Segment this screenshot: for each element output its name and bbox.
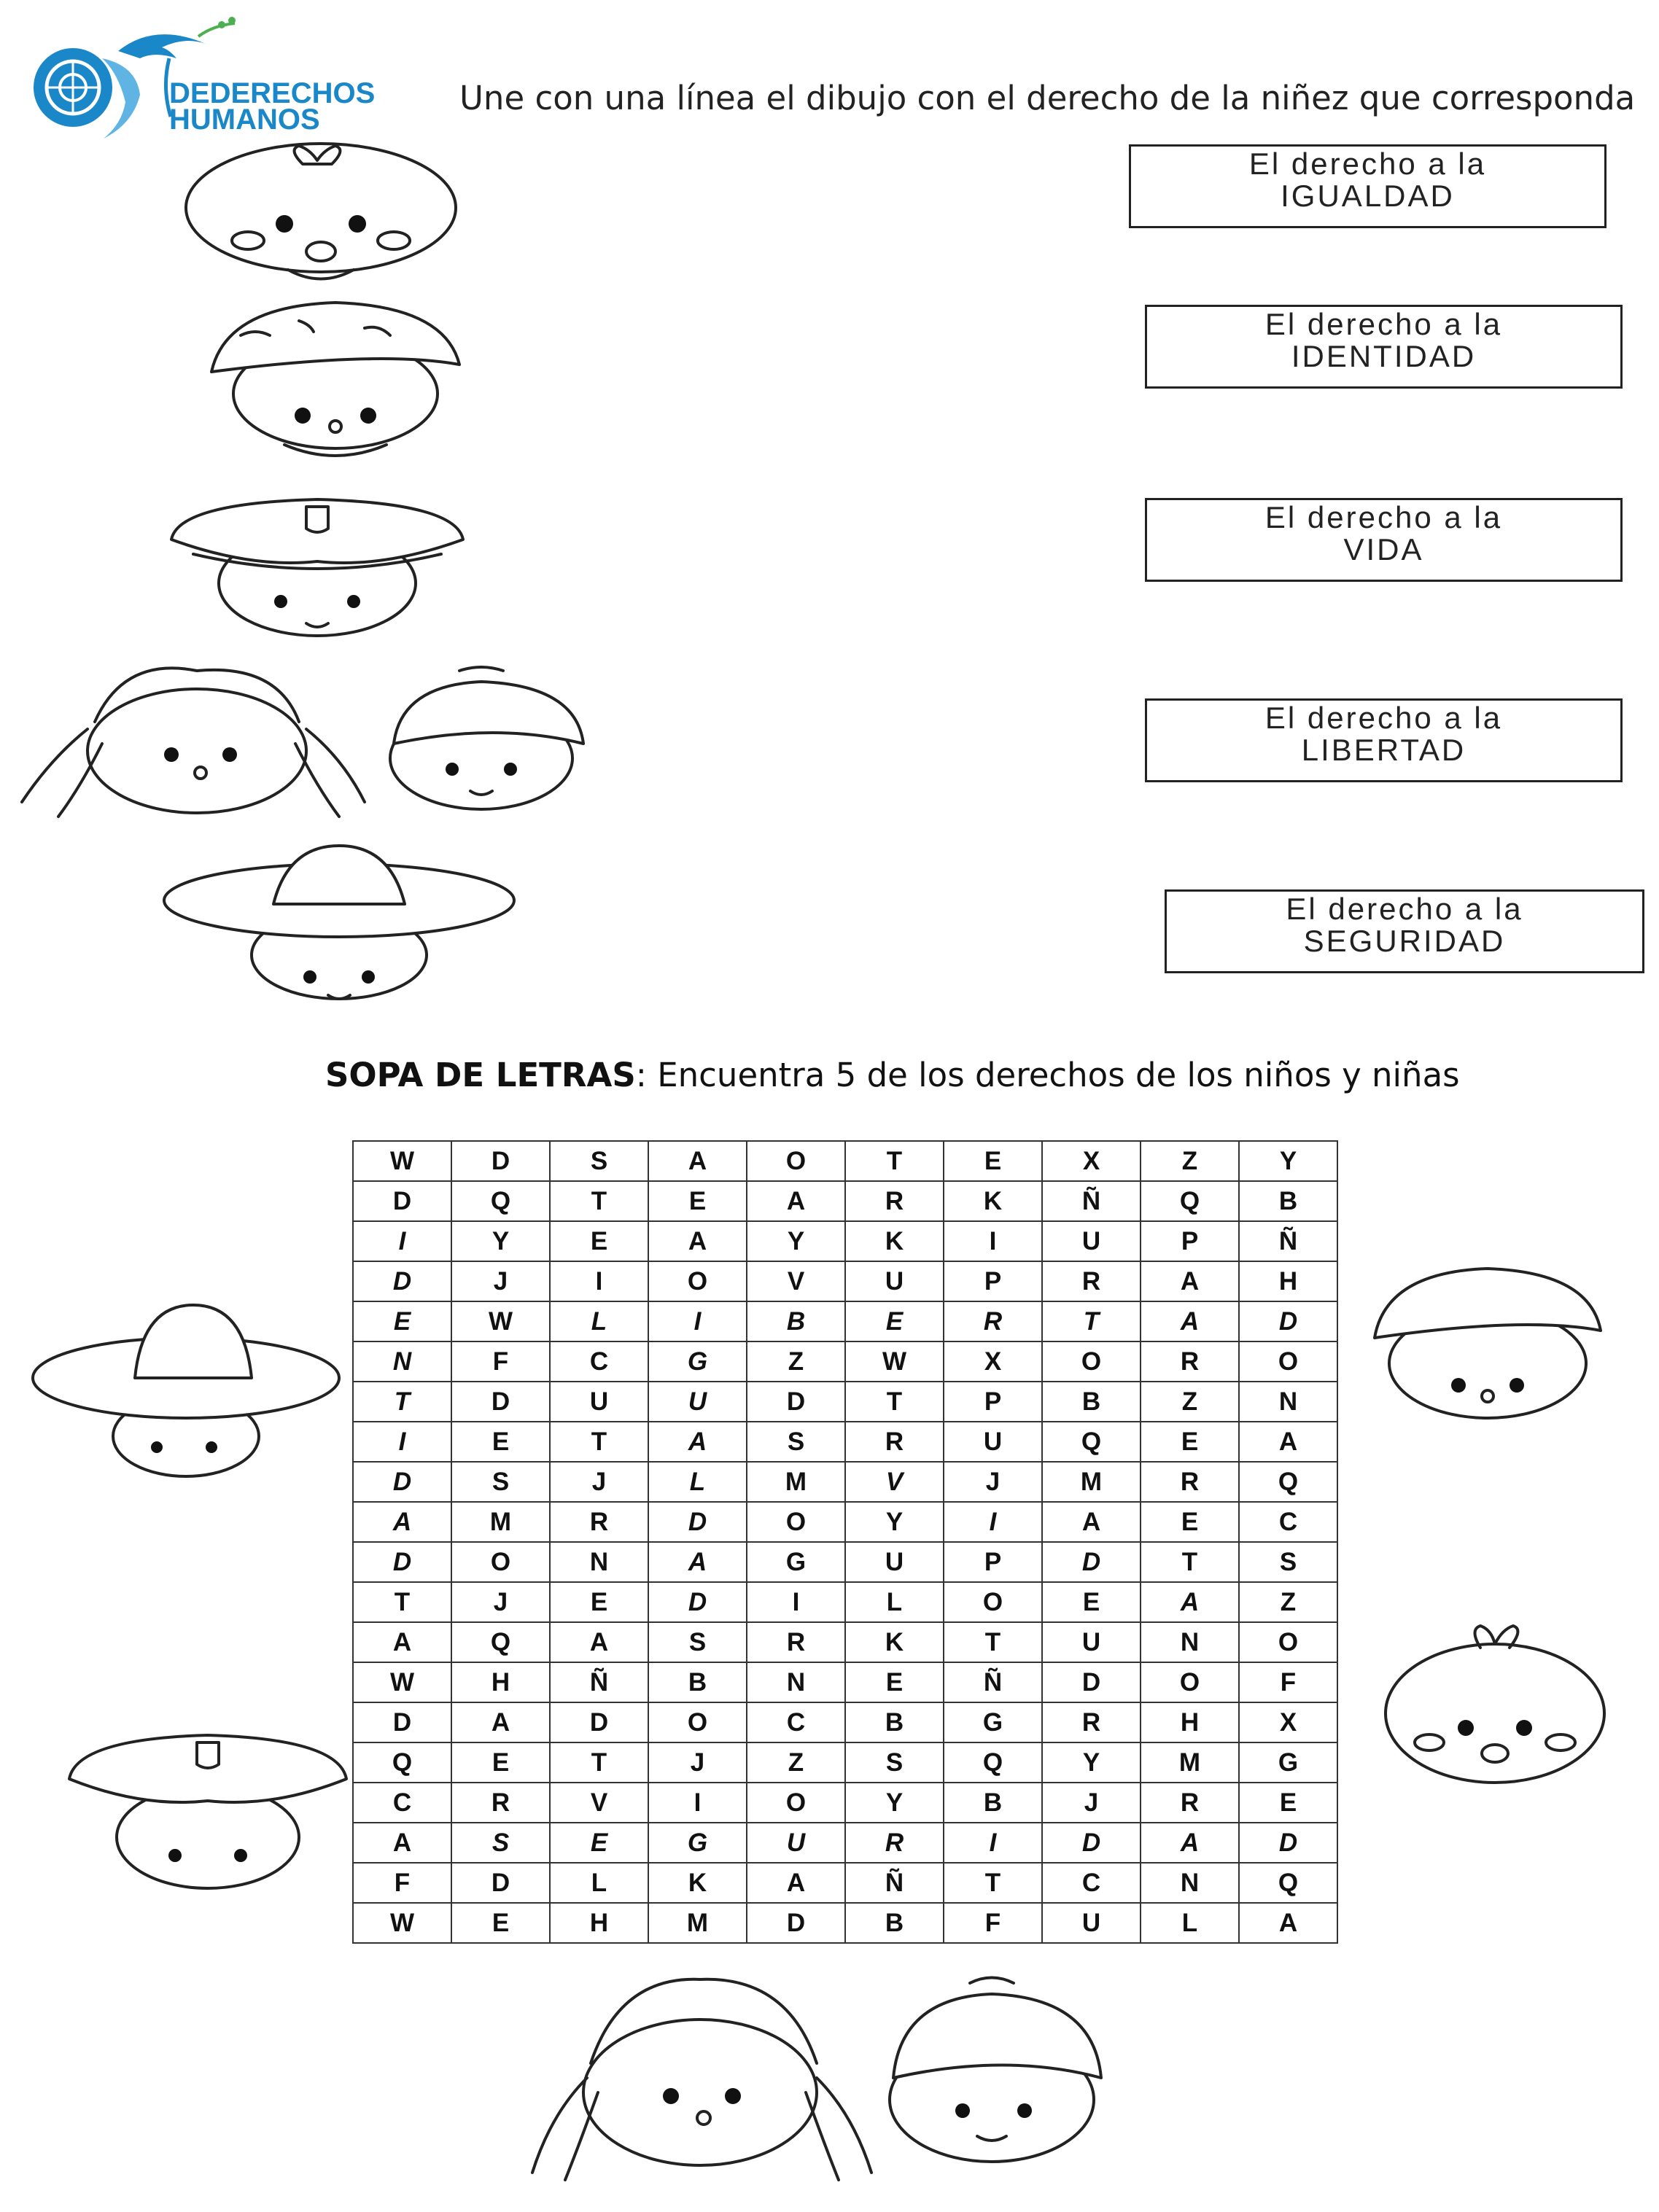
grid-cell[interactable]: X [1042, 1141, 1141, 1181]
grid-cell[interactable]: I [944, 1823, 1042, 1863]
grid-cell[interactable]: M [1141, 1742, 1239, 1783]
grid-cell[interactable]: Z [747, 1742, 845, 1783]
grid-row [353, 1341, 1337, 1382]
grid-row [353, 1382, 1337, 1422]
grid-cell[interactable]: Ñ [1042, 1181, 1141, 1221]
grid-cell[interactable]: U [648, 1382, 747, 1422]
grid-cell[interactable]: O [747, 1502, 845, 1542]
grid-cell[interactable]: M [648, 1903, 747, 1943]
grid-cell[interactable]: O [1239, 1622, 1337, 1662]
grid-cell[interactable]: N [550, 1542, 648, 1582]
baby-face-illustration [168, 142, 474, 288]
grid-cell[interactable]: D [1239, 1301, 1337, 1341]
grid-cell[interactable]: P [944, 1382, 1042, 1422]
grid-cell[interactable]: A [1042, 1502, 1141, 1542]
grid-cell[interactable]: D [1042, 1542, 1141, 1582]
grid-cell[interactable]: Z [1141, 1382, 1239, 1422]
grid-cell[interactable]: Ñ [1239, 1221, 1337, 1261]
grid-cell[interactable]: D [747, 1903, 845, 1943]
grid-cell[interactable]: E [944, 1141, 1042, 1181]
grid-cell[interactable]: T [1141, 1542, 1239, 1582]
grid-cell[interactable]: Ñ [550, 1662, 648, 1702]
grid-cell[interactable]: A [1141, 1823, 1239, 1863]
grid-cell[interactable]: D [451, 1141, 550, 1181]
grid-cell[interactable]: R [1141, 1783, 1239, 1823]
grid-cell[interactable]: N [1141, 1622, 1239, 1662]
right-name: SEGURIDAD [1303, 924, 1506, 958]
grid-cell[interactable]: Q [451, 1181, 550, 1221]
grid-cell[interactable]: I [747, 1582, 845, 1622]
grid-cell[interactable]: I [353, 1422, 451, 1462]
grid-cell[interactable]: Y [1042, 1742, 1141, 1783]
grid-cell[interactable]: A [1141, 1582, 1239, 1622]
grid-cell[interactable]: Y [747, 1221, 845, 1261]
grid-row [353, 1141, 1337, 1181]
grid-cell[interactable]: T [353, 1582, 451, 1622]
grid-row [353, 1903, 1337, 1943]
grid-cell[interactable]: Z [1141, 1141, 1239, 1181]
grid-cell[interactable]: L [648, 1462, 747, 1502]
grid-cell[interactable]: V [550, 1783, 648, 1823]
grid-cell[interactable]: A [353, 1823, 451, 1863]
grid-cell[interactable]: A [451, 1702, 550, 1742]
grid-cell[interactable]: I [944, 1221, 1042, 1261]
grid-cell[interactable]: B [747, 1301, 845, 1341]
grid-row [353, 1622, 1337, 1662]
grid-cell[interactable]: O [747, 1141, 845, 1181]
right-prefix: El derecho a la [1264, 500, 1503, 534]
grid-row [353, 1422, 1337, 1462]
grid-cell[interactable]: D [1042, 1662, 1141, 1702]
grid-cell[interactable]: I [648, 1783, 747, 1823]
grid-cell[interactable]: F [944, 1903, 1042, 1943]
grid-cell[interactable]: J [1042, 1783, 1141, 1823]
grid-cell[interactable]: Y [1239, 1141, 1337, 1181]
grid-cell[interactable]: W [353, 1141, 451, 1181]
grid-cell[interactable]: Ñ [944, 1662, 1042, 1702]
right-box-seguridad [1165, 889, 1644, 973]
grid-cell[interactable]: I [648, 1301, 747, 1341]
grid-cell[interactable]: L [845, 1582, 944, 1622]
grid-cell[interactable]: O [1042, 1341, 1141, 1382]
instruction-text: Une con una línea el dibujo con el derecho de la niñez que corresponda [459, 79, 1636, 117]
logo-line-1: DEDERECHOS [169, 77, 376, 109]
grid-cell[interactable]: J [451, 1582, 550, 1622]
grid-cell[interactable]: E [1239, 1783, 1337, 1823]
grid-cell[interactable]: I [550, 1261, 648, 1301]
grid-cell[interactable]: R [451, 1783, 550, 1823]
grid-cell[interactable]: M [451, 1502, 550, 1542]
grid-cell[interactable]: D [353, 1181, 451, 1221]
grid-cell[interactable]: E [845, 1662, 944, 1702]
grid-cell[interactable]: R [944, 1301, 1042, 1341]
grid-cell[interactable]: T [845, 1141, 944, 1181]
grid-cell[interactable]: H [1239, 1261, 1337, 1301]
police-face-illustration-left [62, 1721, 354, 1896]
grid-row [353, 1462, 1337, 1502]
grid-cell[interactable]: D [451, 1382, 550, 1422]
word-search-grid [352, 1140, 1338, 1944]
grid-cell[interactable]: G [648, 1341, 747, 1382]
grid-cell[interactable]: U [1042, 1622, 1141, 1662]
right-prefix: El derecho a la [1286, 892, 1523, 926]
grid-cell[interactable]: T [1042, 1301, 1141, 1341]
grid-cell[interactable]: J [550, 1462, 648, 1502]
grid-cell[interactable]: U [944, 1422, 1042, 1462]
grid-cell[interactable]: I [944, 1502, 1042, 1542]
grid-row [353, 1301, 1337, 1341]
grid-cell[interactable]: N [1141, 1863, 1239, 1903]
grid-cell[interactable]: B [648, 1662, 747, 1702]
sopa-heading [325, 1056, 1460, 1094]
grid-cell[interactable]: L [550, 1863, 648, 1903]
grid-cell[interactable]: S [451, 1823, 550, 1863]
grid-cell[interactable]: S [550, 1141, 648, 1181]
girl-and-boy-illustration-bottom [525, 1968, 1152, 2195]
grid-cell[interactable]: T [550, 1181, 648, 1221]
grid-cell[interactable]: Q [353, 1742, 451, 1783]
girl-and-boy-illustration [15, 663, 627, 831]
grid-cell[interactable]: E [353, 1301, 451, 1341]
grid-cell[interactable]: A [353, 1502, 451, 1542]
grid-cell[interactable]: S [648, 1622, 747, 1662]
grid-cell[interactable]: D [353, 1542, 451, 1582]
grid-cell[interactable]: E [1042, 1582, 1141, 1622]
grid-cell[interactable]: K [944, 1181, 1042, 1221]
grid-cell[interactable]: C [1042, 1863, 1141, 1903]
grid-cell[interactable]: G [747, 1542, 845, 1582]
right-prefix: El derecho a la [1264, 307, 1503, 341]
sopa-title-bold: SOPA DE LETRAS [325, 1056, 636, 1094]
grid-cell[interactable]: M [747, 1462, 845, 1502]
grid-cell[interactable]: F [353, 1863, 451, 1903]
grid-cell[interactable]: O [648, 1261, 747, 1301]
grid-cell[interactable]: S [1239, 1542, 1337, 1582]
grid-cell[interactable]: R [845, 1422, 944, 1462]
grid-cell[interactable]: Y [451, 1221, 550, 1261]
grid-cell[interactable]: Q [1239, 1462, 1337, 1502]
grid-cell[interactable]: A [648, 1141, 747, 1181]
grid-cell[interactable]: H [550, 1903, 648, 1943]
grid-cell[interactable]: S [747, 1422, 845, 1462]
grid-cell[interactable]: B [1239, 1181, 1337, 1221]
grid-cell[interactable]: P [944, 1261, 1042, 1301]
grid-cell[interactable]: B [845, 1903, 944, 1943]
grid-cell[interactable]: N [353, 1341, 451, 1382]
right-box-igualdad [1129, 144, 1606, 228]
grid-cell[interactable]: T [944, 1863, 1042, 1903]
grid-cell[interactable]: L [550, 1301, 648, 1341]
grid-cell[interactable]: C [353, 1783, 451, 1823]
grid-cell[interactable]: Q [1239, 1863, 1337, 1903]
grid-cell[interactable]: N [747, 1662, 845, 1702]
grid-cell[interactable]: A [353, 1622, 451, 1662]
grid-cell[interactable]: J [648, 1742, 747, 1783]
grid-cell[interactable]: F [1239, 1662, 1337, 1702]
grid-cell[interactable]: U [1042, 1221, 1141, 1261]
grid-cell[interactable]: R [550, 1502, 648, 1542]
grid-cell[interactable]: X [944, 1341, 1042, 1382]
grid-cell[interactable]: W [353, 1903, 451, 1943]
grid-cell[interactable]: D [353, 1261, 451, 1301]
grid-cell[interactable]: A [1141, 1301, 1239, 1341]
grid-row [353, 1181, 1337, 1221]
grid-cell[interactable]: A [648, 1422, 747, 1462]
grid-cell[interactable]: U [845, 1542, 944, 1582]
grid-cell[interactable]: A [1239, 1422, 1337, 1462]
grid-cell[interactable]: S [845, 1742, 944, 1783]
grid-cell[interactable]: G [1239, 1742, 1337, 1783]
grid-cell[interactable]: E [1141, 1502, 1239, 1542]
sombrero-face-illustration-left [26, 1290, 346, 1480]
grid-cell[interactable]: K [845, 1622, 944, 1662]
grid-cell[interactable]: E [648, 1181, 747, 1221]
grid-cell[interactable]: B [845, 1702, 944, 1742]
grid-cell[interactable]: Y [845, 1502, 944, 1542]
grid-row [353, 1542, 1337, 1582]
grid-cell[interactable]: G [944, 1702, 1042, 1742]
grid-cell[interactable]: R [1141, 1462, 1239, 1502]
grid-cell[interactable]: A [1239, 1903, 1337, 1943]
grid-cell[interactable]: A [747, 1863, 845, 1903]
grid-cell[interactable]: J [451, 1261, 550, 1301]
police-face-illustration [164, 488, 470, 642]
grid-cell[interactable]: H [451, 1662, 550, 1702]
grid-cell[interactable]: T [845, 1382, 944, 1422]
grid-cell[interactable]: V [845, 1462, 944, 1502]
grid-cell[interactable]: D [648, 1502, 747, 1542]
grid-cell[interactable]: Y [845, 1783, 944, 1823]
grid-row [353, 1662, 1337, 1702]
grid-cell[interactable]: D [648, 1582, 747, 1622]
right-name: IGUALDAD [1281, 179, 1455, 213]
grid-cell[interactable]: G [648, 1823, 747, 1863]
grid-cell[interactable]: D [451, 1863, 550, 1903]
grid-cell[interactable]: A [648, 1542, 747, 1582]
grid-cell[interactable]: N [1239, 1382, 1337, 1422]
grid-cell[interactable]: D [747, 1382, 845, 1422]
grid-cell[interactable]: T [550, 1422, 648, 1462]
grid-cell[interactable]: C [1239, 1502, 1337, 1542]
logo-wordmark [169, 77, 376, 136]
grid-cell[interactable]: H [1141, 1702, 1239, 1742]
grid-cell[interactable]: D [1042, 1823, 1141, 1863]
right-name: IDENTIDAD [1291, 339, 1477, 373]
grid-row [353, 1823, 1337, 1863]
grid-row [353, 1261, 1337, 1301]
grid-cell[interactable]: V [747, 1261, 845, 1301]
grid-cell[interactable]: M [1042, 1462, 1141, 1502]
grid-cell[interactable]: A [747, 1181, 845, 1221]
grid-cell[interactable]: P [944, 1542, 1042, 1582]
sopa-title-rest: : Encuentra 5 de los derechos de los niños y niñas [635, 1056, 1460, 1094]
grid-cell[interactable]: E [1141, 1422, 1239, 1462]
grid-cell[interactable]: C [747, 1702, 845, 1742]
grid-cell[interactable]: E [845, 1301, 944, 1341]
grid-cell[interactable]: D [353, 1702, 451, 1742]
grid-cell[interactable]: A [1141, 1261, 1239, 1301]
right-box-vida [1145, 498, 1623, 582]
grid-cell[interactable]: Q [1141, 1181, 1239, 1221]
grid-cell[interactable]: A [550, 1622, 648, 1662]
grid-cell[interactable]: F [451, 1341, 550, 1382]
grid-cell[interactable]: K [845, 1221, 944, 1261]
grid-cell[interactable]: O [1239, 1341, 1337, 1382]
grid-cell[interactable]: R [1141, 1341, 1239, 1382]
right-name: LIBERTAD [1301, 733, 1466, 767]
grid-cell[interactable]: U [845, 1261, 944, 1301]
grid-cell[interactable]: B [1042, 1382, 1141, 1422]
grid-row [353, 1582, 1337, 1622]
grid-cell[interactable]: D [550, 1702, 648, 1742]
grid-cell[interactable]: T [550, 1742, 648, 1783]
right-box-identidad [1145, 305, 1623, 389]
right-box-libertad [1145, 698, 1623, 782]
grid-cell[interactable]: W [353, 1662, 451, 1702]
grid-cell[interactable]: B [944, 1783, 1042, 1823]
right-prefix: El derecho a la [1248, 147, 1487, 181]
grid-cell[interactable]: J [944, 1462, 1042, 1502]
grid-cell[interactable]: D [353, 1462, 451, 1502]
grid-cell[interactable]: U [747, 1823, 845, 1863]
grid-cell[interactable]: O [648, 1702, 747, 1742]
grid-cell[interactable]: Z [1239, 1582, 1337, 1622]
grid-cell[interactable]: W [845, 1341, 944, 1382]
grid-cell[interactable]: R [1042, 1702, 1141, 1742]
grid-row [353, 1502, 1337, 1542]
logo-line-2: HUMANOS [169, 104, 320, 136]
grid-row [353, 1742, 1337, 1783]
grid-cell[interactable]: I [353, 1221, 451, 1261]
grid-cell[interactable]: E [451, 1742, 550, 1783]
grid-cell[interactable]: Q [1042, 1422, 1141, 1462]
grid-cell[interactable]: E [550, 1823, 648, 1863]
grid-cell[interactable]: U [550, 1382, 648, 1422]
grid-cell[interactable]: O [944, 1582, 1042, 1622]
grid-cell[interactable]: E [550, 1582, 648, 1622]
grid-cell[interactable]: L [1141, 1903, 1239, 1943]
grid-cell[interactable]: E [550, 1221, 648, 1261]
grid-cell[interactable]: C [550, 1341, 648, 1382]
grid-row [353, 1702, 1337, 1742]
boy-cap-face-illustration [197, 292, 474, 459]
grid-cell[interactable]: Q [944, 1742, 1042, 1783]
grid-cell[interactable]: O [747, 1783, 845, 1823]
grid-cell[interactable]: P [1141, 1221, 1239, 1261]
grid-cell[interactable]: T [353, 1382, 451, 1422]
boy-cap-face-illustration-right [1364, 1258, 1612, 1425]
grid-cell[interactable]: K [648, 1863, 747, 1903]
grid-row [353, 1863, 1337, 1903]
grid-cell[interactable]: T [944, 1622, 1042, 1662]
grid-cell[interactable]: R [1042, 1261, 1141, 1301]
grid-cell[interactable]: R [845, 1181, 944, 1221]
sombrero-face-illustration [157, 831, 521, 1006]
grid-cell[interactable]: S [451, 1462, 550, 1502]
grid-cell[interactable]: D [1239, 1823, 1337, 1863]
grid-cell[interactable]: E [451, 1903, 550, 1943]
grid-cell[interactable]: Z [747, 1341, 845, 1382]
grid-cell[interactable]: Q [451, 1622, 550, 1662]
grid-cell[interactable]: U [1042, 1903, 1141, 1943]
grid-row [353, 1783, 1337, 1823]
grid-cell[interactable]: R [747, 1622, 845, 1662]
grid-cell[interactable]: O [451, 1542, 550, 1582]
baby-face-illustration-right [1371, 1619, 1619, 1794]
grid-cell[interactable]: O [1141, 1662, 1239, 1702]
grid-cell[interactable]: A [648, 1221, 747, 1261]
grid-cell[interactable]: X [1239, 1702, 1337, 1742]
right-prefix: El derecho a la [1264, 701, 1503, 735]
grid-row [353, 1221, 1337, 1261]
grid-cell[interactable]: Ñ [845, 1863, 944, 1903]
grid-cell[interactable]: R [845, 1823, 944, 1863]
right-name: VIDA [1343, 532, 1424, 566]
grid-cell[interactable]: W [451, 1301, 550, 1341]
grid-cell[interactable]: E [451, 1422, 550, 1462]
